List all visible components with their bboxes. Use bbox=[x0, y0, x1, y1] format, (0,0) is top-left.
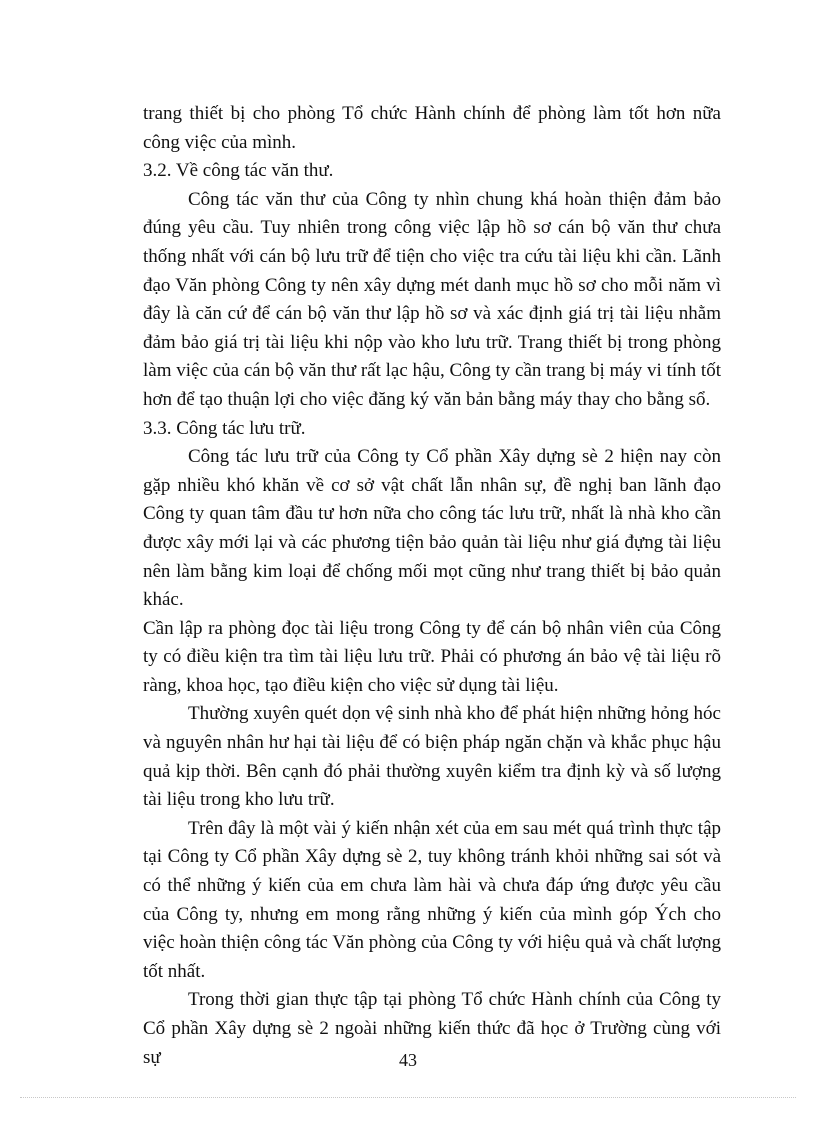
paragraph: Trong thời gian thực tập tại phòng Tổ chức Hành chính của Công ty Cổ phần Xây dựng sè 2 ngoài những kiến thức đã học ở Trường cùng với sự bbox=[143, 989, 721, 1068]
paragraph: Thường xuyên quét dọn vệ sinh nhà kho để phát hiện những hỏng hóc và nguyên nhân hư hại tài liệu để có biện pháp ngăn chặn và khắc phục hậu quả kịp thời. Bên cạnh đó phải thường xuyên kiểm tra định kỳ và số lượng tài liệu trong kho lưu trữ. bbox=[143, 703, 721, 811]
page-number: 43 bbox=[399, 1050, 417, 1070]
section-heading: 3.3. Công tác lưu trữ. bbox=[143, 417, 306, 439]
paragraph: Công tác lưu trữ của Công ty Cổ phần Xây dựng sè 2 hiện nay còn gặp nhiều khó khăn về cơ sở vật chất lẫn nhân sự, đề nghị ban lãnh đạo Công ty quan tâm đầu tư hơn nữa cho công tác lưu trữ, nhất là nhà kho cần được xây mới lại và các phương tiện bảo quản tài liệu như giá đựng tài liệu nên làm bằng kim loại để chống mối mọt cũng như trang thiết bị bảo quản khác. bbox=[143, 446, 721, 611]
paragraph: trang thiết bị cho phòng Tổ chức Hành chính để phòng làm tốt hơn nữa công việc của mình. bbox=[143, 103, 721, 153]
paragraph: Cần lập ra phòng đọc tài liệu trong Công ty để cán bộ nhân viên của Công ty có điều kiện tra tìm tài liệu lưu trữ. Phải có phương án bảo vệ tài liệu rõ ràng, khoa học, tạo điều kiện cho việc sử dụng tài liệu. bbox=[143, 617, 721, 696]
paragraph: Công tác văn thư của Công ty nhìn chung khá hoàn thiện đảm bảo đúng yêu cầu. Tuy nhiên trong công việc lập hồ sơ cán bộ văn thư chưa thống nhất với cán bộ lưu trữ để tiện cho việc tra cứu tài liệu khi cần. Lãnh đạo Văn phòng Công ty nên xây dựng mét danh mục hồ sơ cho mỗi năm vì đây là căn cứ để cán bộ văn thư lập hồ sơ và xác định giá trị tài liệu nhằm đảm bảo giá trị tài liệu khi nộp vào kho lưu trữ. Trang thiết bị trong phòng làm việc của cán bộ văn thư rất lạc hậu, Công ty cần trang bị máy vi tính tốt hơn để tạo thuận lợi cho việc đăng ký văn bản bằng máy thay cho bằng sổ. bbox=[143, 188, 721, 410]
document-body bbox=[143, 100, 721, 1072]
section-heading: 3.2. Về công tác văn thư. bbox=[143, 160, 334, 182]
page-bottom-divider bbox=[20, 1097, 796, 1098]
paragraph: Trên đây là một vài ý kiến nhận xét của em sau mét quá trình thực tập tại Công ty Cổ phần Xây dựng sè 2, tuy không tránh khỏi những sai sót và có thể những ý kiến của em chưa làm hài và chưa đáp ứng được yêu cầu của Công ty, nhưng em mong rằng những ý kiến của mình góp Ých cho việc hoàn thiện công tác Văn phòng của Công ty với hiệu quả và chất lượng tốt nhất. bbox=[143, 817, 721, 982]
